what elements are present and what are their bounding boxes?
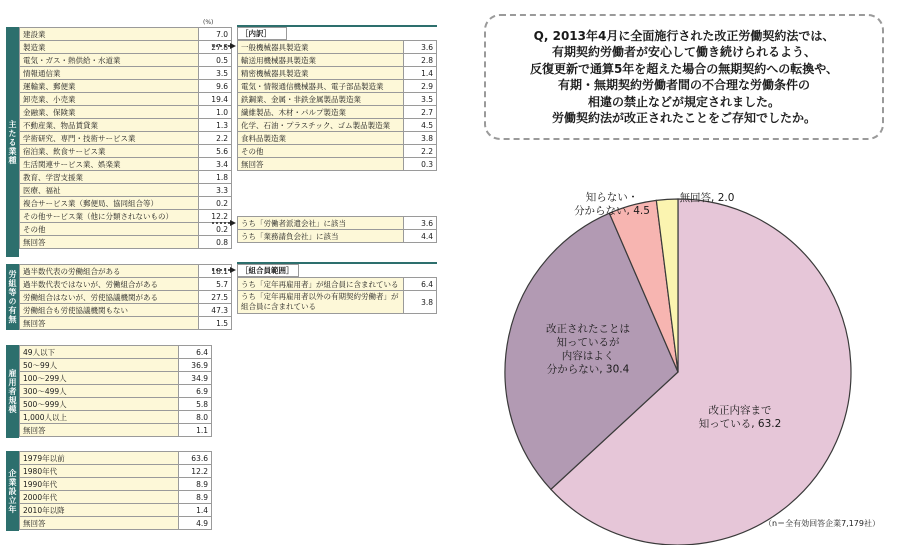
union-scope-heading: ［組合員範囲］: [237, 264, 299, 277]
row-value: 19.4: [199, 93, 232, 106]
source-note: （n＝全有効回答企業7,179社）: [764, 519, 880, 528]
industry-heading: 主たる業種: [6, 27, 19, 257]
row-label: 教育、学習支援業: [20, 171, 199, 184]
row-label: うち「労働者派遣会社」に該当: [238, 217, 404, 230]
row-value: 12.2: [199, 210, 232, 223]
row-label: 過半数代表の労働組合がある: [20, 265, 199, 278]
row-value: 36.9: [179, 359, 212, 372]
row-value: 34.9: [179, 372, 212, 385]
row-label: 精密機械器具製造業: [238, 67, 404, 80]
row-value: 6.9: [179, 385, 212, 398]
row-label: 過半数代表ではないが、労働組合がある: [20, 278, 199, 291]
row-value: 1.5: [199, 317, 232, 330]
row-label: 医療、福祉: [20, 184, 199, 197]
row-value: 3.4: [199, 158, 232, 171]
row-value: 3.5: [199, 67, 232, 80]
row-value: 27.8: [199, 41, 232, 54]
row-label: 運輸業、郵便業: [20, 80, 199, 93]
row-label: うち「定年再雇用者以外の有期契約労働者」が組合員に含まれている: [238, 291, 404, 314]
row-value: 0.3: [404, 158, 437, 171]
row-value: 1.1: [179, 424, 212, 437]
row-label: 学術研究、専門・技術サービス業: [20, 132, 199, 145]
row-label: 電気・ガス・熱供給・水道業: [20, 54, 199, 67]
row-label: 300～499人: [20, 385, 179, 398]
pie-slice-unknown-label: 知らない・分からない, 4.5: [574, 191, 650, 217]
row-value: 4.5: [404, 119, 437, 132]
question-text: Q, 2013年4月に全面施行された改正労働契約法では、 有期契約労働者が安心して働き続けられるよう、 反復更新で通算5年を超えた場合の無期契約への転換や、 有期・無期契約労働者間の不合理な労働条件の 相違の禁止などが規定されました。 労働契約法が改正されたことをご存知でしたか。: [529, 28, 839, 125]
row-label: 複合サービス業（郵便局、協同組合等）: [20, 197, 199, 210]
row-label: 1979年以前: [20, 452, 179, 465]
row-label: 無回答: [20, 424, 179, 437]
row-label: 1980年代: [20, 465, 179, 478]
employees-heading: 雇用者規模: [6, 345, 19, 438]
row-value: 6.4: [179, 346, 212, 359]
row-value: 6.4: [404, 278, 437, 291]
row-label: 無回答: [238, 158, 404, 171]
row-label: その他: [238, 145, 404, 158]
row-label: 無回答: [20, 236, 199, 249]
row-label: 製造業: [20, 41, 199, 54]
row-value: 2.7: [404, 106, 437, 119]
row-value: 3.6: [404, 41, 437, 54]
row-label: 金融業、保険業: [20, 106, 199, 119]
row-label: その他サービス業（他に分類されないもの）: [20, 210, 199, 223]
row-label: 2010年以降: [20, 504, 179, 517]
row-value: 1.3: [199, 119, 232, 132]
row-value: 3.5: [404, 93, 437, 106]
union-heading: 労組等の有無: [6, 264, 19, 330]
percent-unit: (%): [203, 19, 214, 26]
row-label: 食料品製造業: [238, 132, 404, 145]
row-label: 不動産業、物品賃貸業: [20, 119, 199, 132]
row-value: 0.5: [199, 54, 232, 67]
pie-slice-no-answer-label: 無回答, 2.0: [679, 192, 735, 204]
row-label: 卸売業、小売業: [20, 93, 199, 106]
row-label: 電気・情報通信機械器具、電子部品製造業: [238, 80, 404, 93]
row-value: 8.9: [179, 491, 212, 504]
row-value: 9.6: [199, 80, 232, 93]
row-value: 18.1: [199, 265, 232, 278]
row-value: 2.9: [404, 80, 437, 93]
row-label: 情報通信業: [20, 67, 199, 80]
row-value: 5.7: [199, 278, 232, 291]
row-label: 労働組合はないが、労使協議機関がある: [20, 291, 199, 304]
row-label: うち「業務請負会社」に該当: [238, 230, 404, 243]
row-value: 1.4: [179, 504, 212, 517]
row-label: 労働組合も労使協議機関もない: [20, 304, 199, 317]
pie-slice-known-details-label: 改正内容まで知っている, 63.2: [698, 404, 782, 430]
row-value: 63.6: [179, 452, 212, 465]
row-value: 4.9: [179, 517, 212, 530]
row-value: 2.2: [404, 145, 437, 158]
row-value: 8.9: [179, 478, 212, 491]
row-label: 建設業: [20, 28, 199, 41]
row-value: 1.4: [404, 67, 437, 80]
row-value: 1.0: [199, 106, 232, 119]
row-label: 50～99人: [20, 359, 179, 372]
row-value: 47.3: [199, 304, 232, 317]
row-label: 一般機械器具製造業: [238, 41, 404, 54]
row-label: 49人以下: [20, 346, 179, 359]
row-value: 5.6: [199, 145, 232, 158]
row-label: 2000年代: [20, 491, 179, 504]
row-value: 5.8: [179, 398, 212, 411]
row-value: 3.6: [404, 217, 437, 230]
row-label: 輸送用機械器具製造業: [238, 54, 404, 67]
row-label: 化学、石油・プラスチック、ゴム製品製造業: [238, 119, 404, 132]
row-label: その他: [20, 223, 199, 236]
row-value: 3.8: [404, 132, 437, 145]
row-value: 1.8: [199, 171, 232, 184]
row-label: 500～999人: [20, 398, 179, 411]
row-value: 4.4: [404, 230, 437, 243]
founded-heading: 企業設立年: [6, 451, 19, 531]
row-value: 2.2: [199, 132, 232, 145]
row-label: 宿泊業、飲食サービス業: [20, 145, 199, 158]
row-value: 8.0: [179, 411, 212, 424]
row-label: 1990年代: [20, 478, 179, 491]
row-label: うち「定年再雇用者」が組合員に含まれている: [238, 278, 404, 291]
row-value: 3.3: [199, 184, 232, 197]
row-label: 1,000人以上: [20, 411, 179, 424]
row-value: 0.2: [199, 223, 232, 236]
row-value: 27.5: [199, 291, 232, 304]
row-label: 無回答: [20, 517, 179, 530]
row-label: 100～299人: [20, 372, 179, 385]
row-value: 3.8: [404, 291, 437, 314]
row-label: 無回答: [20, 317, 199, 330]
row-label: 繊維製品、木材・パルプ製造業: [238, 106, 404, 119]
row-value: 0.8: [199, 236, 232, 249]
row-value: 0.2: [199, 197, 232, 210]
pie-slice-known-not-details-label: 改正されたことは知っているが内容はよく分からない, 30.4: [546, 322, 630, 376]
row-value: 12.2: [179, 465, 212, 478]
row-value: 7.0: [199, 28, 232, 41]
row-value: 2.8: [404, 54, 437, 67]
breakdown-heading: ［内訳］: [237, 27, 287, 40]
row-label: 鉄鋼業、金属・非鉄金属製品製造業: [238, 93, 404, 106]
row-label: 生活関連サービス業、娯楽業: [20, 158, 199, 171]
